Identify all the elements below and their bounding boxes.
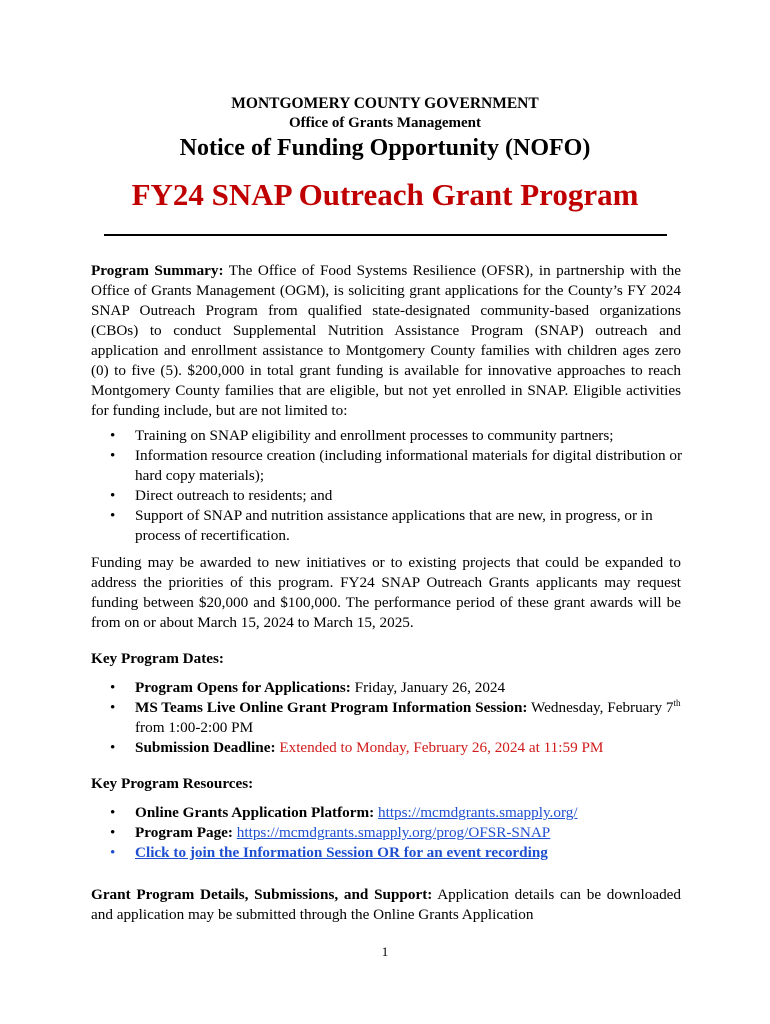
list-item [108, 698, 682, 738]
resource-label: Program Page: [135, 824, 233, 841]
list-item: • Support of SNAP and nutrition assistance applications that are new, in progress, or in process of recertification. [110, 507, 653, 544]
bullet-icon: • [110, 739, 116, 756]
info-session-link[interactable]: Click to join the Information Session OR for an event recording [135, 844, 548, 861]
key-dates-list [108, 678, 682, 758]
date-label: MS Teams Live Online Grant Program Information Session: [135, 699, 528, 716]
key-resources-list [108, 803, 682, 863]
bullet-icon: • [110, 447, 116, 464]
details-label: Grant Program Details, Submissions, and Support: [91, 886, 433, 903]
deadline-value: Extended to Monday, February 26, 2024 at 11:59 PM [275, 739, 604, 756]
list-item: • Direct outreach to residents; and [110, 487, 333, 504]
date-value-time: from 1:00-2:00 PM [135, 719, 254, 736]
funding-paragraph: Funding may be awarded to new initiatives or to existing projects that could be expanded to address the priorities of this program. FY24 SNAP Outreach Grants applicants may request funding between $20,000 and $100,000. The performance period of these grant awards will be from on or about March 15, 2024 to March 15, 2025. [91, 554, 681, 631]
list-item [108, 678, 682, 698]
eligible-activities-list [108, 426, 682, 546]
bullet-icon: • [110, 699, 116, 716]
date-label: Submission Deadline: [135, 739, 276, 756]
summary-label: Program Summary: [91, 262, 224, 279]
platform-link[interactable]: https://mcmdgrants.smapply.org/ [378, 804, 578, 821]
list-item [108, 803, 682, 823]
date-value: Friday, January 26, 2024 [350, 679, 506, 696]
bullet-icon: • [110, 427, 116, 444]
title-divider [104, 234, 667, 236]
program-title: FY24 SNAP Outreach Grant Program [131, 177, 639, 212]
page-number: 1 [381, 944, 389, 959]
bullet-icon: • [110, 804, 116, 821]
list-item [108, 843, 682, 863]
date-ordinal: th [673, 697, 681, 708]
bullet-icon: • [110, 487, 116, 504]
office-name: Office of Grants Management [288, 115, 482, 131]
resource-label: Online Grants Application Platform: [135, 804, 375, 821]
key-resources-heading: Key Program Resources: [91, 775, 254, 792]
list-item [108, 823, 682, 843]
date-label: Program Opens for Applications: [135, 679, 351, 696]
bullet-icon: • [110, 507, 116, 524]
list-item [108, 738, 682, 758]
list-item: • Training on SNAP eligibility and enrollment processes to community partners; [110, 427, 614, 444]
bullet-icon: • [110, 679, 116, 696]
details-text: Application details can be downloaded and application may be submitted through the Online Grants Application [91, 886, 681, 923]
bullet-icon: • [110, 824, 116, 841]
date-value: Wednesday, February 7 [527, 699, 674, 716]
details-paragraph [91, 885, 681, 925]
list-item: • Information resource creation (including informational materials for digital distribution or hard copy materials); [110, 447, 683, 484]
key-dates-heading: Key Program Dates: [91, 650, 224, 667]
org-name: MONTGOMERY COUNTY GOVERNMENT [231, 95, 539, 112]
notice-heading: Notice of Funding Opportunity (NOFO) [179, 135, 591, 161]
summary-text: The Office of Food Systems Resilience (OFSR), in partnership with the Office of Grants Management (OGM), is soliciting grant applications for the County’s FY 2024 SNAP Outreach Program from qualified state-designated community-based organizations (CBOs) to conduct Supplemental Nutrition Assistance Program (SNAP) outreach and application and enrollment assistance to Montgomery County families with children ages zero (0) to five (5). $200,000 in total grant funding is available for innovative approaches to reach Montgomery County families that are eligible, but not yet enrolled in SNAP. Eligible activities for funding include, but are not limited to: [91, 262, 681, 419]
program-page-link[interactable]: https://mcmdgrants.smapply.org/prog/OFSR-SNAP [236, 824, 551, 841]
program-summary [91, 261, 681, 421]
bullet-icon: • [110, 844, 116, 861]
